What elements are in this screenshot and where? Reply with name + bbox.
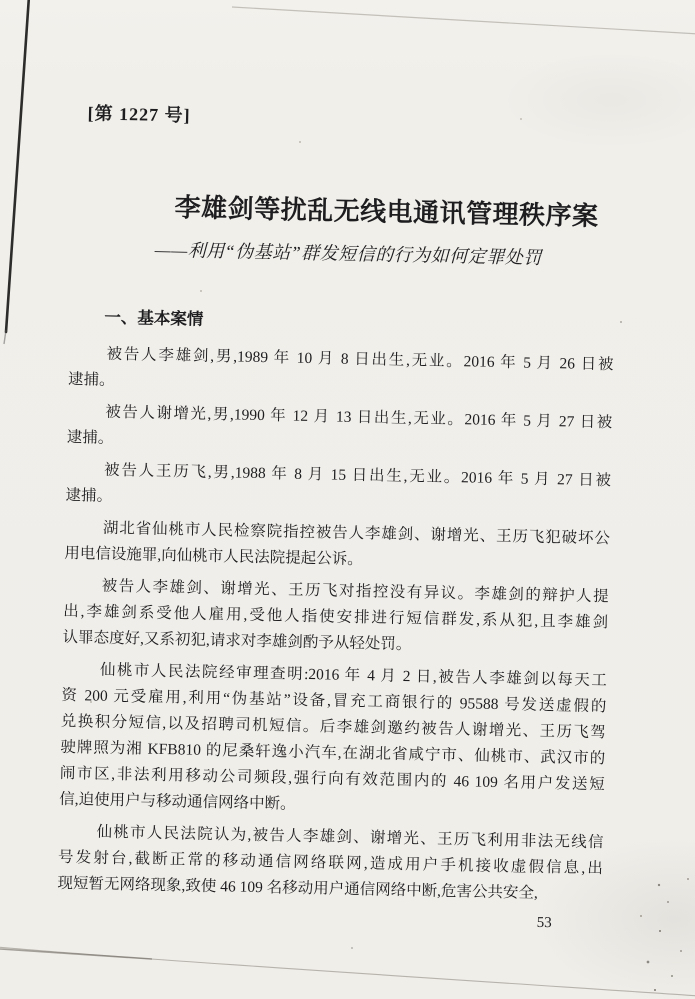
top-edge-line [232,7,695,34]
body-line: 认罪态度好,又系初犯,请求对李雄剑酌予从轻处罚。 [62,628,412,654]
page-number: 53 [536,914,552,932]
body-line: 资 200 元受雇用,利用“伪基站”设备,冒充工商银行的 95588 号发送虚假的 [61,686,607,716]
paragraph [64,515,610,578]
body-line: 闹市区,非法利用移动公司频段,强行向有效范围内的 46 109 名用户发送短 [59,764,605,794]
body-line: 号发射台,截断正常的移动通信网络联网,造成用户手机接收虚假信息,出 [57,848,604,878]
body-line: 仙桃市人民法院认为,被告人李雄剑、谢增光、王历飞利用非法无线信 [96,823,604,852]
body-line: 兑换积分短信,以及招聘司机短信。后李雄剑邀约被告人谢增光、王历飞驾 [60,712,606,742]
left-edge-line [6,0,29,332]
case-number: [第 1227 号] [87,103,191,126]
body-line: 湖北省仙桃市人民检察院指控被告人李雄剑、谢增光、王历飞犯破坏公 [102,519,611,548]
doc-title: 李雄剑等扰乱无线电通讯管理秩序案 [174,193,599,232]
left-edge-line-fade [4,330,6,344]
paragraph [67,399,613,462]
body-line: 仙桃市人民法院经审理查明:2016 年 4 月 2 日,被告人李雄剑以每天工 [99,661,608,690]
section-heading: 一、基本案情 [104,308,204,329]
body-line: 逮捕。 [65,486,113,505]
body-line: 信,迫使用户与移动通信网络中断。 [59,790,296,813]
paragraph [62,573,609,662]
page-content [57,95,619,934]
paragraph [57,819,604,908]
doc-subtitle: ——利用“伪基站”群发短信的行为如何定罪处罚 [154,239,542,268]
paragraph [65,457,611,520]
paragraph [68,341,614,404]
bottom-edge-dark-segment [0,949,152,959]
body-line: 被告人李雄剑,男,1989 年 10 月 8 日出生,无业。2016 年 5 月 26 日被 [106,345,614,374]
body-line: 逮捕。 [66,428,114,447]
body-line: 被告人王历飞,男,1988 年 8 月 15 日出生,无业。2016 年 5 月 27 日被 [103,461,612,490]
bottom-edge-line [0,947,695,996]
body-line: 被告人谢增光,男,1990 年 12 月 13 日出生,无业。2016 年 5 月 27 日被 [105,403,613,432]
body-text [57,341,614,908]
body-line: 出,李雄剑系受他人雇用,受他人指使安排进行短信群发,系从犯,且李雄剑 [63,602,609,632]
body-line: 用电信设施罪,向仙桃市人民法院提起公诉。 [64,544,363,569]
body-line: 被告人李雄剑、谢增光、王历飞对指控没有异议。李雄剑的辩护人提 [101,577,609,606]
paragraph [59,657,607,824]
body-line: 驶牌照为湘 KFB810 的尼桑轩逸小汽车,在湖北省咸宁市、仙桃市、武汉市的 [60,738,606,768]
body-line: 逮捕。 [67,370,115,389]
body-line: 现短暂无网络现象,致使 46 109 名移动用户通信网络中断,危害公共安全, [57,874,539,902]
